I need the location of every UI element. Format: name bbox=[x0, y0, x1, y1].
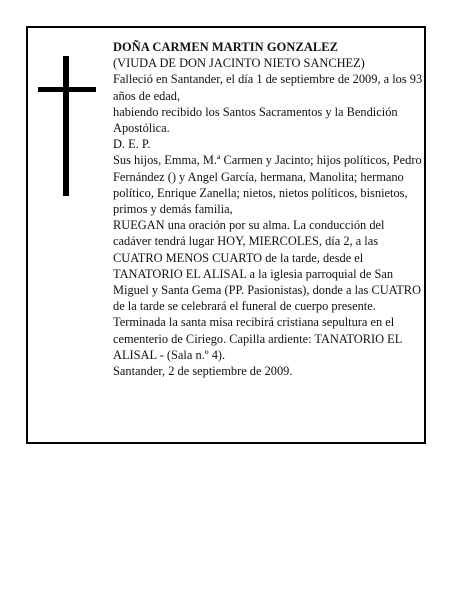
family-line: Sus hijos, Emma, M.ª Carmen y Jacinto; hijos políticos, Pedro Fernández () y Angel García, hermana, Manolita; hermano político, Enrique Zanella; nietos, nietos políticos, bisnietos, primos y demás familia, bbox=[113, 153, 422, 217]
place-date-line: Santander, 2 de septiembre de 2009. bbox=[113, 364, 293, 379]
cross-vertical-bar bbox=[63, 56, 69, 196]
latin-cross-icon bbox=[38, 56, 96, 196]
widow-line: (VIUDA DE DON JACINTO NIETO SANCHEZ) bbox=[113, 56, 365, 71]
sacraments-line: habiendo recibido los Santos Sacramentos y la Bendición Apostólica. bbox=[113, 104, 398, 136]
death-line: Falleció en Santander, el día 1 de septiembre de 2009, a los 93 años de edad, bbox=[113, 72, 423, 103]
cross-horizontal-bar bbox=[38, 87, 96, 92]
deceased-name: DOÑA CARMEN MARTIN GONZALEZ bbox=[113, 40, 338, 54]
dep-line: D. E. P. bbox=[113, 137, 151, 152]
request-line: RUEGAN una oración por su alma. La conducción del cadáver tendrá lugar HOY, MIERCOLES, día 2, a las CUATRO MENOS CUARTO de la tarde, desde el TANATORIO EL ALISAL a la iglesia parroquial de San Miguel y Santa Gema (PP. Pasionistas), donde a las CUATRO de la tarde se celebrará el funeral de cuerpo presente. Terminada la santa misa recibirá cristiana sepultura en el cementerio de Ciriego. Capilla ardiente: TANATORIO EL ALISAL - (Sala n.º 4). bbox=[113, 218, 422, 362]
obituary-text bbox=[113, 39, 425, 379]
